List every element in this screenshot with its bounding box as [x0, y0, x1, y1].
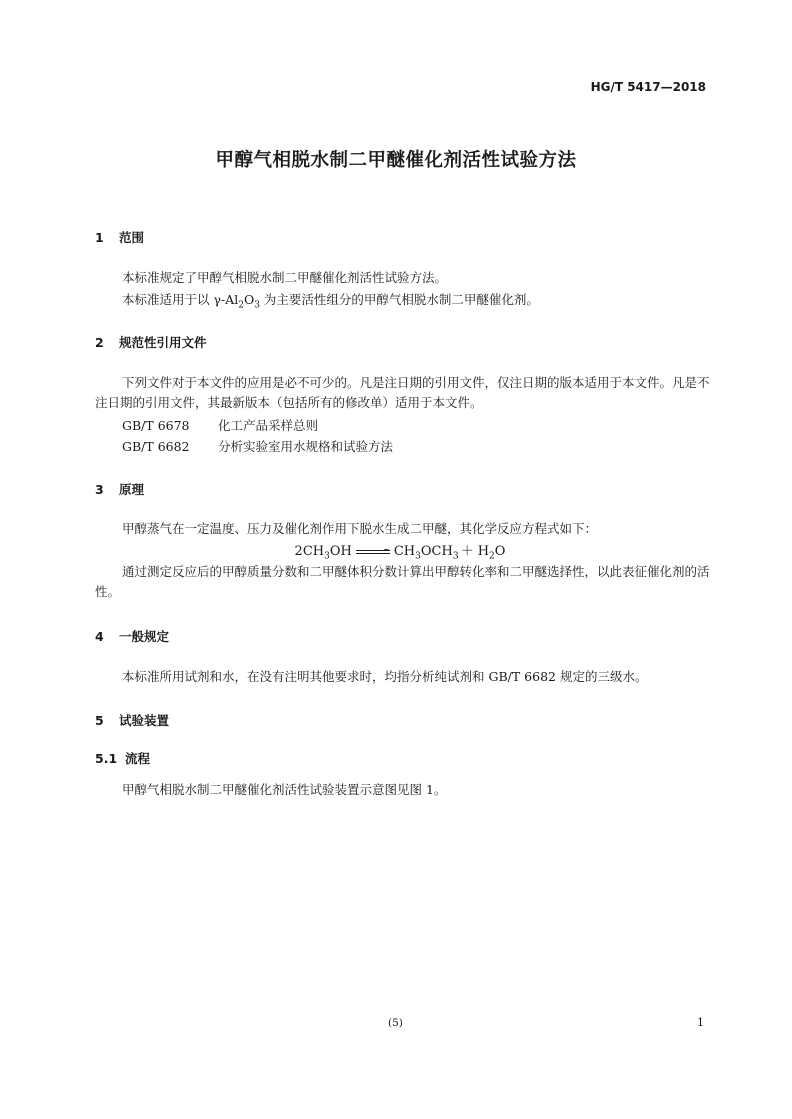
section-title: 流程 [125, 751, 151, 766]
section-2-heading [95, 333, 207, 351]
subscript: 3 [254, 300, 260, 311]
section-number: 3 [95, 482, 104, 497]
page-number: 1 [697, 1016, 704, 1029]
chemical-equation [0, 540, 792, 562]
subscript: 3 [415, 551, 421, 562]
standard-code: HG/T 5417—2018 [590, 80, 706, 94]
document-title: 甲醇气相脱水制二甲醚催化剂活性试验方法 [215, 150, 577, 171]
section-title: 规范性引用文件 [119, 335, 207, 350]
principle-paragraph-2: 通过测定反应后的甲醇质量分数和二甲醚体积分数计算出甲醇转化率和二甲醚选择性，以此表征催化剂的活性。 [95, 564, 710, 599]
section-5-1-heading [95, 749, 150, 767]
section-title: 范围 [119, 230, 145, 245]
subscript: 3 [452, 551, 459, 562]
section-4-heading [95, 627, 169, 645]
equation-term: OCH [420, 544, 453, 559]
scope-text: 本标准适用于以 γ-Al [122, 292, 239, 307]
subscript: 3 [324, 551, 330, 562]
footer-sequence: (5) [388, 1017, 403, 1029]
reference-item [122, 437, 393, 455]
section-title: 试验装置 [119, 713, 170, 728]
equilibrium-arrow-icon [356, 549, 390, 553]
section-number: 5 [95, 713, 104, 728]
section-number: 4 [95, 629, 104, 644]
equation-term: CH [393, 544, 416, 559]
scope-line-2 [122, 290, 539, 311]
scope-line-1: 本标准规定了甲醇气相脱水制二甲醚催化剂活性试验方法。 [122, 270, 448, 285]
reference-title: 分析实验室用水规格和试验方法 [218, 439, 394, 454]
subscript: 2 [238, 300, 244, 311]
principle-paragraph-1: 甲醇蒸气在一定温度、压力及催化剂作用下脱水生成二甲醚，其化学反应方程式如下： [122, 521, 598, 536]
general-provisions-paragraph: 本标准所用试剂和水，在没有注明其他要求时，均指分析纯试剂和 GB/T 6682 规定的三级水。 [122, 669, 648, 684]
reference-title: 化工产品采样总则 [218, 418, 319, 433]
subscript: 2 [489, 551, 495, 562]
scope-text: 为主要活性组分的甲醇气相脱水制二甲醚催化剂。 [259, 292, 539, 307]
equation-term: 2CH [294, 544, 325, 559]
section-1-heading [95, 228, 144, 246]
section-title: 原理 [119, 482, 145, 497]
section-number: 2 [95, 335, 104, 350]
section-number: 5.1 [95, 751, 118, 766]
reference-code: GB/T 6678 [122, 418, 190, 433]
reference-item [122, 416, 318, 434]
section-5-heading [95, 711, 169, 729]
flow-paragraph: 甲醇气相脱水制二甲醚催化剂活性试验装置示意图见图 1。 [122, 782, 447, 797]
section-number: 1 [95, 230, 104, 245]
equation-term: ＋ H [460, 544, 490, 559]
normative-references-paragraph: 下列文件对于本文件的应用是必不可少的。凡是注日期的引用文件，仅注日期的版本适用于本文件。凡是不注日期的引用文件，其最新版本（包括所有的修改单）适用于本文件。 [95, 375, 710, 410]
section-3-heading [95, 480, 144, 498]
equation-term: O [494, 544, 506, 559]
section-title: 一般规定 [119, 629, 170, 644]
scope-text: O [243, 292, 255, 307]
reference-code: GB/T 6682 [122, 439, 190, 454]
equation-term: OH [329, 544, 352, 559]
